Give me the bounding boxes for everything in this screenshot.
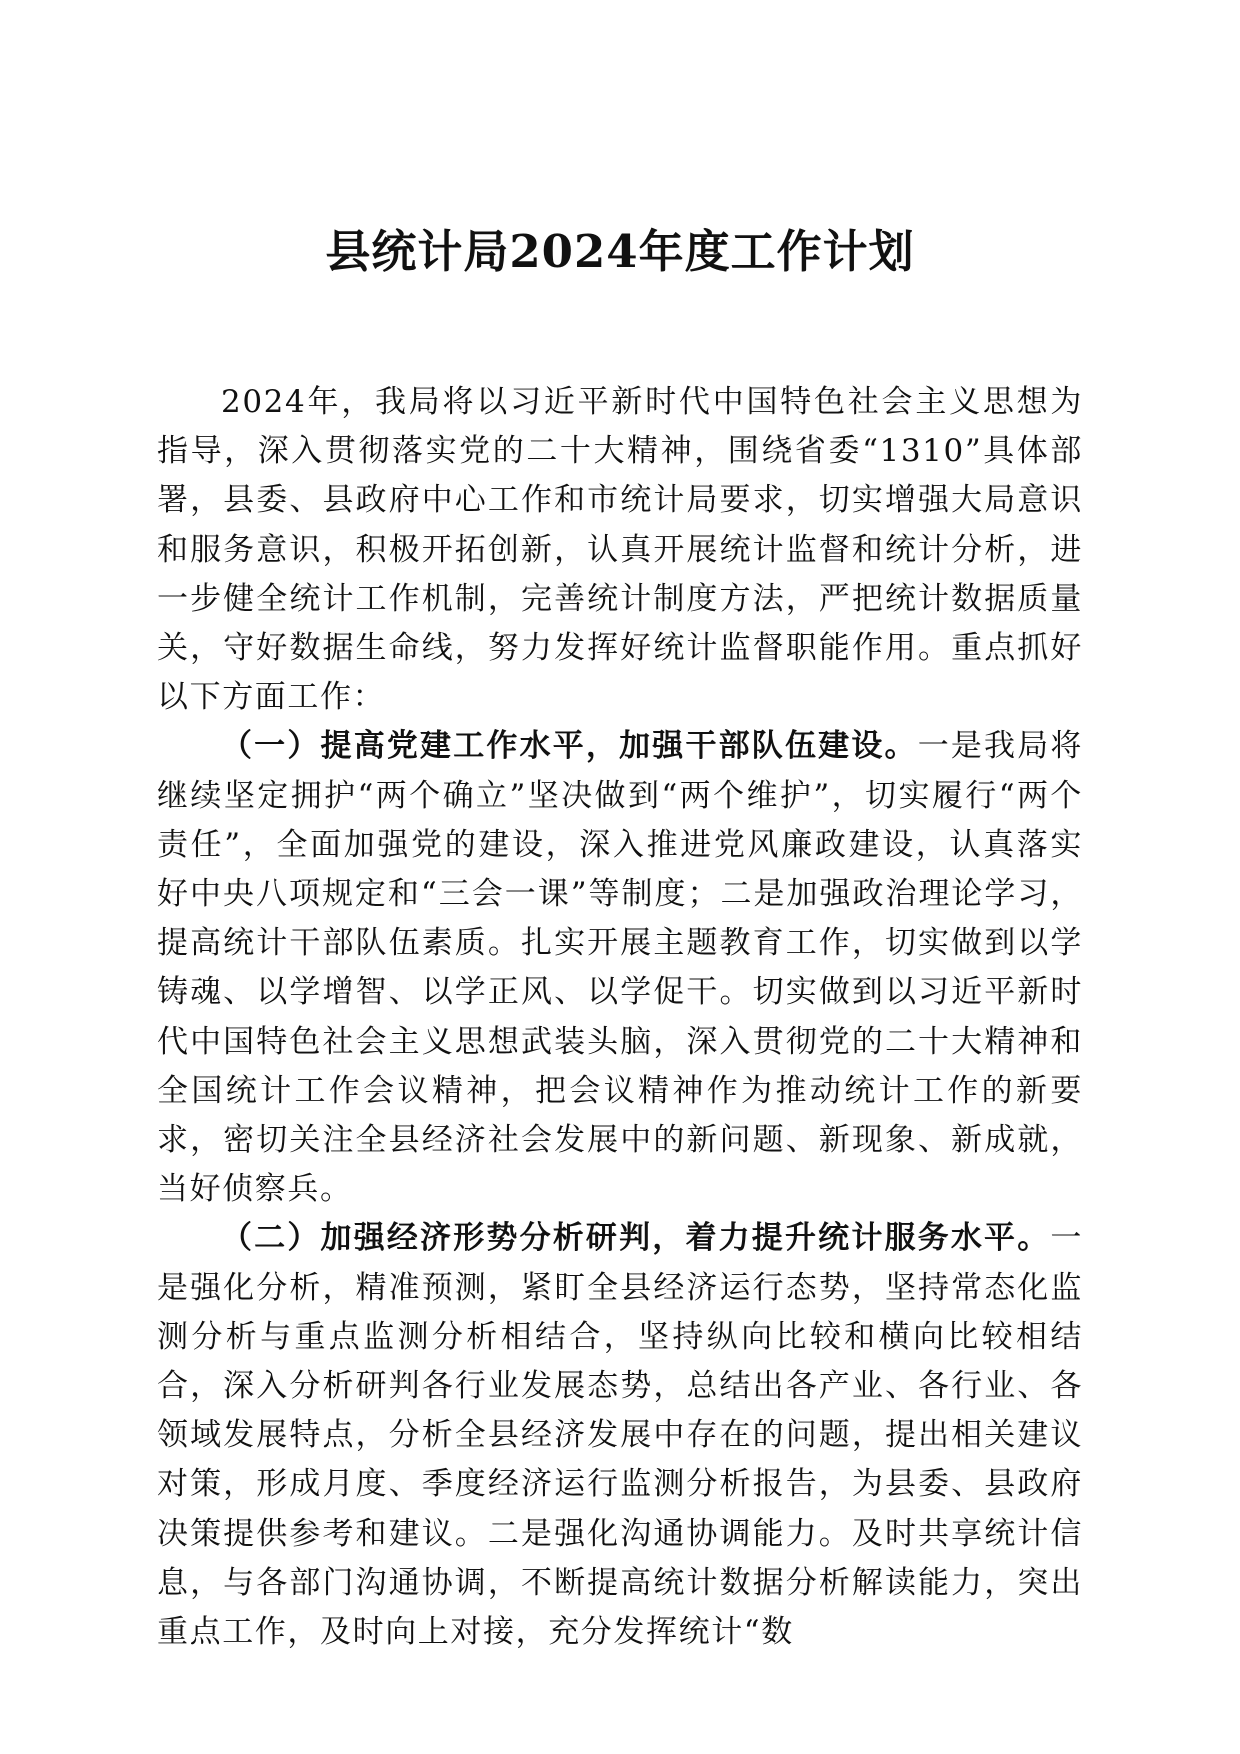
document-body (157, 378, 1083, 1657)
section-2-paragraph (157, 1214, 1083, 1657)
section-1-heading: （一）提高党建工作水平，加强干部队伍建设。 (221, 728, 918, 765)
section-1-text: 一是我局将继续坚定拥护“两个确立”坚决做到“两个维护”，切实履行“两个责任”，全面加强党的建设，深入推进党风廉政建设，认真落实好中央八项规定和“三会一课”等制度；二是加强政治理论学习，提高统计干部队伍素质。扎实开展主题教育工作，切实做到以学铸魂、以学增智、以学正风、以学促干。切实做到以习近平新时代中国特色社会主义思想武装头脑，深入贯彻党的二十大精神和全国统计工作会议精神，把会议精神作为推动统计工作的新要求，密切关注全县经济社会发展中的新问题、新现象、新成就，当好侦察兵。 (157, 728, 1083, 1208)
section-1-paragraph (157, 722, 1083, 1214)
section-2-heading: （二）加强经济形势分析研判，着力提升统计服务水平。 (221, 1220, 1051, 1257)
section-2-text: 一是强化分析，精准预测，紧盯全县经济运行态势，坚持常态化监测分析与重点监测分析相结合，坚持纵向比较和横向比较相结合，深入分析研判各行业发展态势，总结出各产业、各行业、各领域发展特点，分析全县经济发展中存在的问题，提出相关建议对策，形成月度、季度经济运行监测分析报告，为县委、县政府决策提供参考和建议。二是强化沟通协调能力。及时共享统计信息，与各部门沟通协调，不断提高统计数据分析解读能力，突出重点工作，及时向上对接，充分发挥统计“数 (157, 1220, 1083, 1651)
document-title: 县统计局2024年度工作计划 (325, 225, 915, 278)
intro-paragraph: 2024年，我局将以习近平新时代中国特色社会主义思想为指导，深入贯彻落实党的二十大精神，围绕省委“1310”具体部署，县委、县政府中心工作和市统计局要求，切实增强大局意识和服务意识，积极开拓创新，认真开展统计监督和统计分析，进一步健全统计工作机制，完善统计制度方法，严把统计数据质量关，守好数据生命线，努力发挥好统计监督职能作用。重点抓好以下方面工作： (157, 384, 1083, 716)
